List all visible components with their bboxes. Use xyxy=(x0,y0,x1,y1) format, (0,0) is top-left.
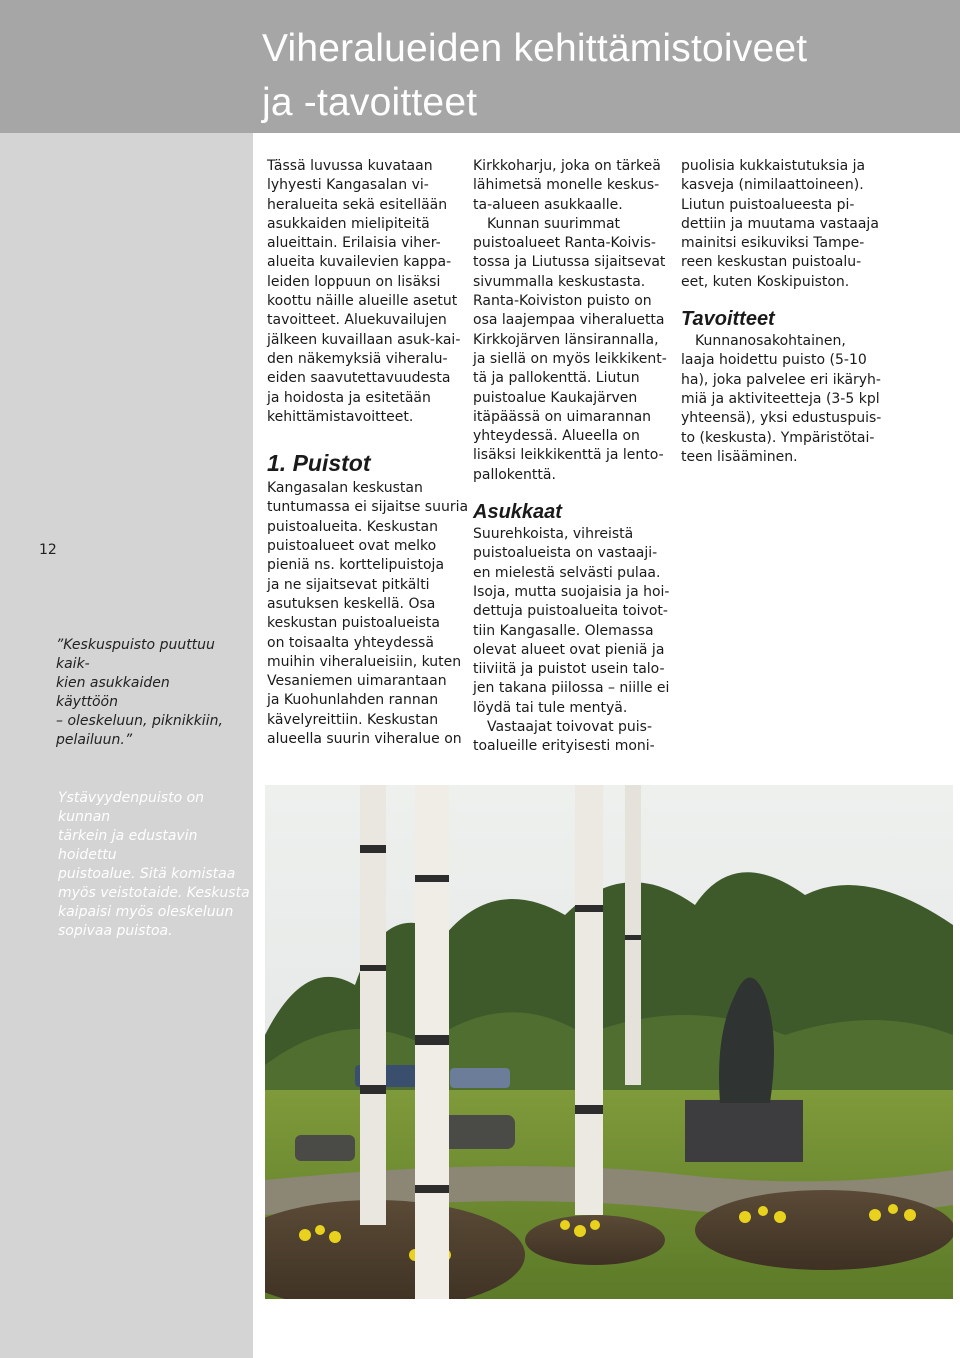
text-line: tiiviitä ja puistot usein talo- xyxy=(473,661,665,678)
text-line: itäpäässä on uimarannan xyxy=(473,408,652,425)
text-line: kasveja (nimilaattoineen). xyxy=(681,177,864,194)
text-line: tavoitteet. Aluekuvailujen xyxy=(267,312,447,329)
text-line: sivummalla keskustasta. xyxy=(473,273,646,290)
text-line: puistoalueet ovat melko xyxy=(267,538,437,555)
text-line: laaja hoidettu puisto (5-10 xyxy=(681,352,867,369)
text-line: Liutun puistoalueesta pi- xyxy=(681,196,855,213)
text-line: Isoja, mutta suojaisia ja hoi- xyxy=(473,583,670,600)
text-line: Kangasalan keskustan xyxy=(267,480,423,497)
text-line: Kunnan suurimmat xyxy=(487,215,621,232)
text-line: pallokenttä. xyxy=(473,466,556,483)
text-line: Kirkkoharju, joka on tärkeä xyxy=(473,158,661,174)
text-line: Vesaniemen uimarantaan xyxy=(267,673,447,690)
paragraph xyxy=(473,718,668,757)
intro-paragraph xyxy=(267,157,461,427)
text-line: heralueita sekä esitellään xyxy=(267,196,448,213)
page-title-line: Viheralueiden kehittämistoiveet xyxy=(262,27,808,70)
text-line: dettiin ja muutama vastaaja xyxy=(681,215,879,232)
text-line: yhteydessä. Alueella on xyxy=(473,428,640,445)
text-line: muihin viheralueisiin, kuten xyxy=(267,653,462,670)
text-line: alueella suurin viheralue on xyxy=(267,731,462,748)
text-line: tä ja pallokenttä. Liutun xyxy=(473,370,640,387)
page-number: 12 xyxy=(39,542,57,558)
text-line: eiden saavutettavuudesta xyxy=(267,370,451,387)
text-line: puistoalueista on vastaaji- xyxy=(473,545,658,562)
text-line: Ranta-Koiviston puisto on xyxy=(473,293,652,310)
text-line: on toisaalta yhteydessä xyxy=(267,634,434,651)
photo-caption xyxy=(58,789,258,941)
paragraph xyxy=(473,215,668,485)
caption-line: kaipaisi myös oleskeluun xyxy=(58,904,234,920)
text-line: Kunnanosakohtainen, xyxy=(695,333,846,350)
text-column-3 xyxy=(681,157,882,467)
text-line: Tässä luvussa kuvataan xyxy=(267,158,433,174)
text-line: lähimetsä monelle keskus- xyxy=(473,177,660,194)
paragraph xyxy=(473,525,668,718)
text-line: puistoalueet Ranta-Koivis- xyxy=(473,235,656,252)
text-line: asukkaiden mielipiteitä xyxy=(267,215,430,232)
text-line: ja Kuohunlahden rannan xyxy=(267,692,439,709)
text-line: Suurehkoista, vihreistä xyxy=(473,526,634,543)
text-line: puistoalue Kaukajärven xyxy=(473,389,638,406)
text-line: tiin Kangasalle. Olemassa xyxy=(473,622,654,639)
text-line: puolisia kukkaistutuksia ja xyxy=(681,158,866,174)
text-line: lisäksi leikkikenttä ja lento- xyxy=(473,447,664,464)
text-line: jen takana piilossa – niille ei xyxy=(473,680,670,697)
text-line: en mielestä selvästi pulaa. xyxy=(473,564,661,581)
text-line: leiden loppuun on lisäksi xyxy=(267,273,441,290)
text-line: olevat alueet ovat pieniä ja xyxy=(473,641,665,658)
text-line: Kirkkojärven länsirannalla, xyxy=(473,331,659,348)
caption-line: Ystävyydenpuisto on kunnan xyxy=(58,790,205,825)
caption-line: sopivaa puistoa. xyxy=(58,923,173,939)
page-title xyxy=(262,22,952,130)
text-line: teen lisääminen. xyxy=(681,448,798,465)
caption-line: myös veistotaide. Keskusta xyxy=(58,885,250,901)
text-line: ha), joka palvelee eri ikäryh- xyxy=(681,371,881,388)
text-line: jälkeen kuvaillaan asuk-kai- xyxy=(267,331,461,348)
text-line: yhteensä), yksi edustuspuis- xyxy=(681,410,882,427)
text-line: alueittain. Erilaisia viher- xyxy=(267,235,441,252)
text-line: ta-alueen asukkaalle. xyxy=(473,196,623,213)
text-line: ja ne sijaitsevat pitkälti xyxy=(267,576,430,593)
pull-quote xyxy=(56,636,236,750)
paragraph xyxy=(681,332,882,467)
section-heading-asukkaat: Asukkaat xyxy=(473,501,562,524)
text-line: pieniä ns. korttelipuistoja xyxy=(267,557,445,574)
text-line: den näkemyksiä viheralu- xyxy=(267,350,448,367)
text-line: kävelyreittiin. Keskustan xyxy=(267,711,439,728)
puistot-paragraph xyxy=(267,479,469,749)
section-heading-tavoitteet: Tavoitteet xyxy=(681,308,775,331)
caption-line: puistoalue. Sitä komistaa xyxy=(58,866,236,882)
parked-car xyxy=(450,1068,510,1088)
text-line: tossa ja Liutussa sijaitsevat xyxy=(473,254,666,271)
section-heading-puistot: 1. Puistot xyxy=(267,450,371,477)
park-photo xyxy=(265,785,953,1299)
text-line: koottu näille alueille asetut xyxy=(267,293,458,310)
stone-bench xyxy=(295,1135,355,1161)
pull-quote-line: pelailuun.” xyxy=(56,732,133,748)
text-column-2 xyxy=(473,157,668,757)
text-line: puistoalueita. Keskustan xyxy=(267,518,438,535)
text-line: asutuksen keskellä. Osa xyxy=(267,595,436,612)
caption-line: tärkein ja edustavin hoidettu xyxy=(58,828,198,863)
text-line: Vastaajat toivovat puis- xyxy=(487,719,653,736)
text-line: keskustan puistoalueista xyxy=(267,615,440,632)
text-line: mainitsi esikuviksi Tampe- xyxy=(681,235,865,252)
text-line: ja hoidosta ja esitetään xyxy=(267,389,431,406)
text-line: dettuja puistoalueita toivot- xyxy=(473,603,668,620)
text-line: toalueille erityisesti moni- xyxy=(473,738,655,755)
text-line: miä ja aktiviteetteja (3-5 kpl xyxy=(681,390,880,407)
text-line: reen keskustan puistoalu- xyxy=(681,254,862,271)
paragraph xyxy=(681,157,879,292)
text-line: ja siellä on myös leikkikent- xyxy=(473,350,667,367)
text-line: löydä tai tule mentyä. xyxy=(473,699,628,716)
flower-bed xyxy=(695,1190,953,1270)
text-column-1 xyxy=(267,157,469,749)
text-line: lyhyesti Kangasalan vi- xyxy=(267,177,429,194)
text-line: to (keskusta). Ympäristötai- xyxy=(681,429,875,446)
pull-quote-line: ”Keskuspuisto puuttuu kaik- xyxy=(56,637,215,672)
page-title-line: ja -tavoitteet xyxy=(262,81,478,124)
text-line: alueita kuvailevien kappa- xyxy=(267,254,452,271)
pull-quote-line: kien asukkaiden käyttöön xyxy=(56,675,170,710)
monument-pedestal xyxy=(685,1100,803,1162)
text-line: eet, kuten Koskipuiston. xyxy=(681,273,850,290)
text-line: osa laajempaa viheraluetta xyxy=(473,312,665,329)
pull-quote-line: – oleskeluun, piknikkiin, xyxy=(56,713,223,729)
paragraph xyxy=(473,157,668,215)
text-line: tuntumassa ei sijaitse suuria xyxy=(267,499,469,516)
text-line: kehittämistavoitteet. xyxy=(267,408,414,425)
